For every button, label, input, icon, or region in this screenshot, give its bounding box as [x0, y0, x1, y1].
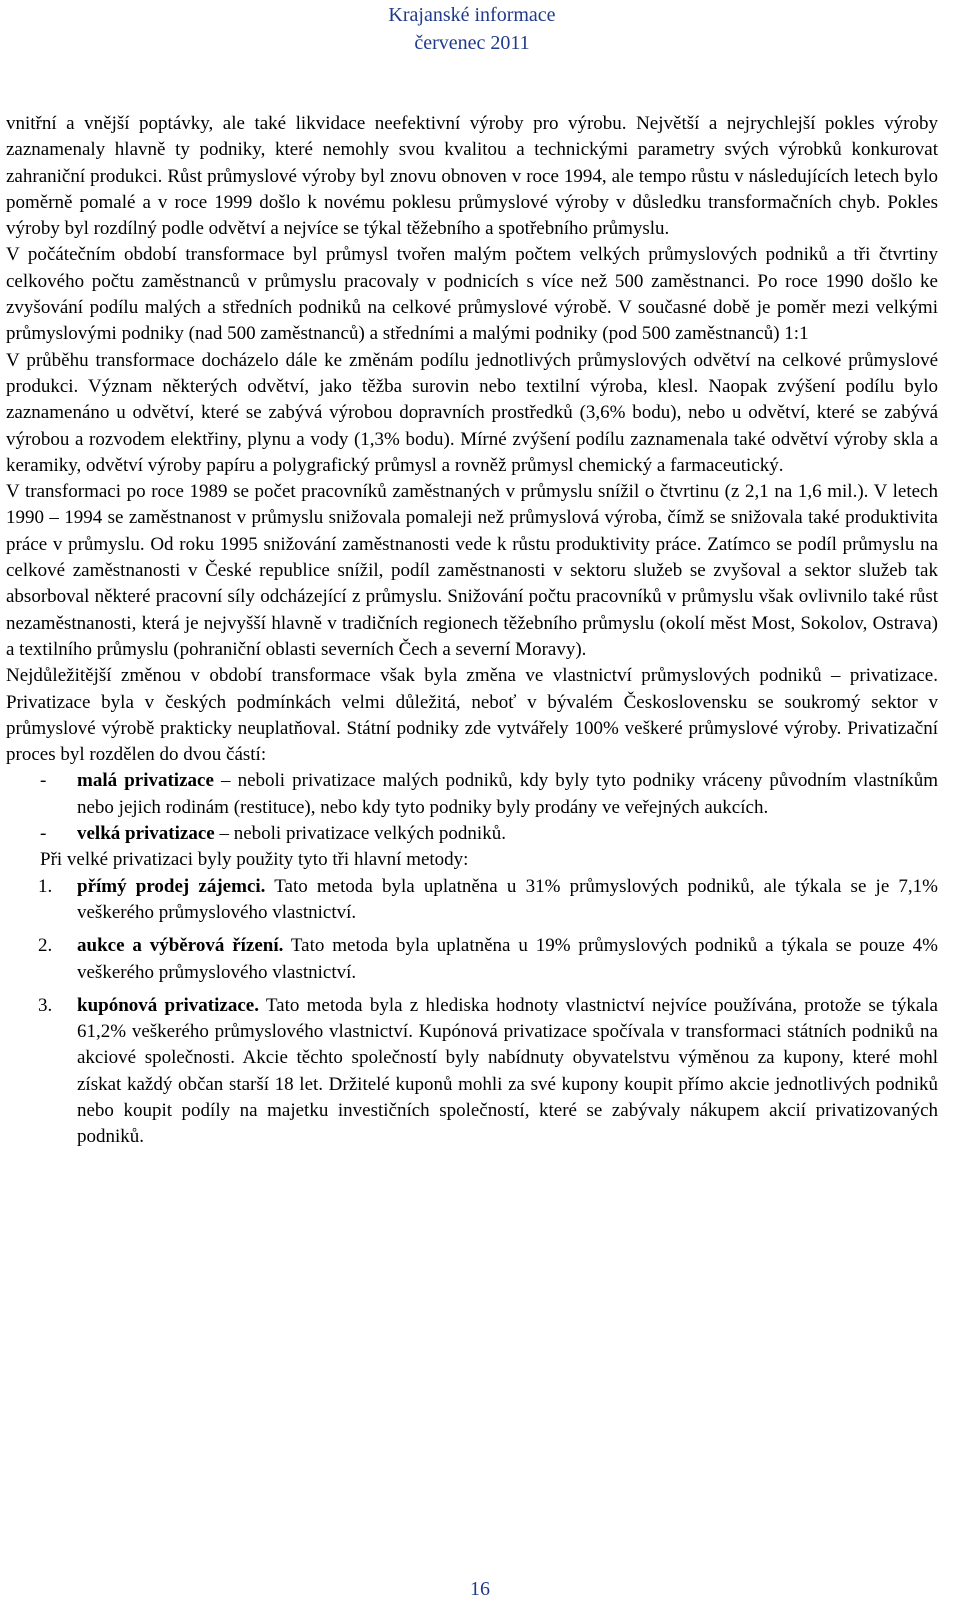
paragraph: V počátečním období transformace byl průmysl tvořen malým počtem velkých průmyslových podniků a tři čtvrtiny celkového počtu zaměstnanců v průmyslu pracovaly v podnicích s více než 500 zaměstnanci. Po roce 1990 došlo ke zvyšování podílu malých a středních podniků na celkové průmyslové výrobě. V současné době je poměr mezi velkými průmyslovými podniky (nad 500 zaměstnanců) a středními a malými podniky (pod 500 zaměstnanců) 1:1 [6, 244, 938, 345]
header-title: Krajanské informace [388, 4, 556, 26]
methods-intro: Při velké privatizaci byly použity tyto tři hlavní metody: [40, 849, 469, 871]
list-text: Tato metoda byla uplatněna u 19% průmyslových podniků a týkala se pouze 4% veškerého průmyslového vlastnictví. [77, 935, 938, 983]
list-marker: 1. [38, 875, 53, 897]
header-date: červenec 2011 [414, 32, 530, 54]
list-item [6, 821, 938, 847]
list-item [6, 874, 938, 927]
paragraph: V transformaci po roce 1989 se počet pracovníků zaměstnaných v průmyslu snížil o čtvrtinu (z 2,1 na 1,6 mil.). V letech 1990 – 1994 se zaměstnanost v průmyslu snižovala pomaleji než průmyslová výroba, čímž se snižovala také produktivita práce v průmyslu. Od roku 1995 snižování zaměstnanosti vede k růstu produktivity práce. Zatímco se podíl průmyslu na celkové zaměstnanosti v České republice snížil, podíl zaměstnanosti v sektoru služeb se zvyšoval a sektor služeb tak absorboval některé pracovní síly odcházející z průmyslu. Snižování počtu pracovníků v průmyslu však ovlivnilo také růst nezaměstnanosti, která je nejvyšší hlavně v tradičních regionech těžebního průmyslu (okolí měst Most, Sokolov, Ostrava) a textilního průmyslu (pohraniční oblasti severních Čech a severní Moravy). [6, 481, 938, 660]
page-number: 16 [470, 1578, 490, 1600]
list-item [6, 768, 938, 821]
list-item [6, 933, 938, 986]
list-term: přímý prodej zájemci. [77, 875, 266, 897]
paragraph: V průběhu transformace docházelo dále ke změnám podílu jednotlivých průmyslových odvětví na celkové průmyslové produkci. Význam některých odvětví, jako těžba surovin nebo textilní výroba, klesl. Naopak zvýšení podílu bylo zaznamenáno u odvětví, které se zabývá výrobou dopravních prostředků (3,6% bodu), nebo u odvětví, které se zabývá výrobou a rozvodem elektřiny, plynu a vody (1,3% bodu). Mírné zvýšení podílu zaznamenala také odvětví výroby skla a keramiky, odvětví výroby papíru a polygrafický průmysl a rovněž průmysl chemický a farmaceutický. [6, 349, 938, 476]
list-text: – neboli privatizace velkých podniků. [214, 823, 506, 845]
list-text: Tato metoda byla z hlediska hodnoty vlastnictví nejvíce používána, protože se týkala 61,2% veškerého průmyslového vlastnictví. Kupónová privatizace spočívala v transformaci státních podniků na akciové společnosti. Akcie těchto společností byly nabídnuty obyvatelstvu výměnou za kupony, které mohl získat každý občan starší 18 let. Držitelé kuponů mohli za své kupony koupit přímo akcie jednotlivých podniků nebo koupit podíly na majetku investičních společností, které se zabývaly nákupem akcií privatizovaných podniků. [77, 994, 938, 1148]
privatization-types-list [6, 768, 938, 847]
document-body [6, 111, 938, 1151]
paragraph: vnitřní a vnější poptávky, ale také likvidace neefektivní výroby pro výrobu. Největší a nejrychlejší pokles výroby zaznamenaly hlavně ty podniky, které nemohly svou kvalitou a technickými parametry svých výrobků konkurovat zahraniční produkci. Růst průmyslové výroby byl znovu obnoven v roce 1994, ale tempo růstu v následujících letech bylo poměrně pomalé a v roce 1999 došlo k novému poklesu průmyslové výroby v důsledku transformačních chyb. Pokles výroby byl rozdílný podle odvětví a nejvíce se týkal těžebního a spotřebního průmyslu. [6, 113, 938, 240]
list-item [6, 993, 938, 1151]
list-term: velká privatizace [77, 823, 215, 845]
list-marker: - [40, 823, 47, 845]
paragraph: Nejdůležitější změnou v období transformace však byla změna ve vlastnictví průmyslových podniků – privatizace. Privatizace byla v českých podmínkách velmi důležitá, neboť v bývalém Československu se soukromý sektor v průmyslové výrobě prakticky neuplatňoval. Státní podniky zde vytvářely 100% veškeré průmyslové výroby. Privatizační proces byl rozdělen do dvou částí: [6, 665, 938, 766]
list-term: malá privatizace [77, 770, 214, 792]
list-marker: 3. [38, 994, 53, 1016]
privatization-methods-list [6, 874, 938, 1151]
page-header [6, 0, 938, 57]
list-text: – neboli privatizace malých podniků, kdy byly tyto podniky vráceny původním vlastníkům nebo jejich rodinám (restituce), nebo kdy tyto podniky byly prodány ve veřejných aukcích. [77, 770, 939, 818]
list-term: kupónová privatizace. [77, 994, 259, 1016]
list-marker: - [40, 770, 47, 792]
list-text: Tato metoda byla uplatněna u 31% průmyslových podniků, ale týkala se je 7,1% veškerého průmyslového vlastnictví. [77, 875, 938, 923]
list-marker: 2. [38, 935, 53, 957]
list-term: aukce a výběrová řízení. [77, 935, 284, 957]
